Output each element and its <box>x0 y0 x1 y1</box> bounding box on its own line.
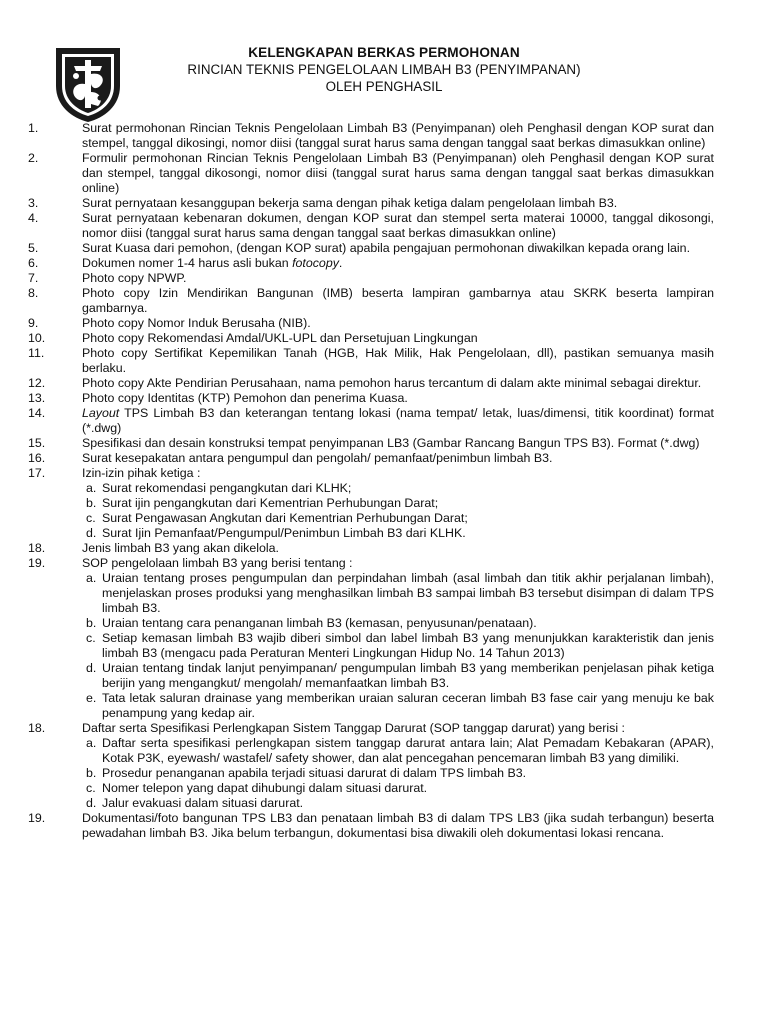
item-text-block <box>82 196 617 210</box>
list-item <box>28 541 714 556</box>
document-subtitle: RINCIAN TEKNIS PENGELOLAAN LIMBAH B3 (PENYIMPANAN) <box>187 62 581 77</box>
item-text-block <box>82 466 200 480</box>
item-text-block <box>82 256 342 270</box>
sub-list-item <box>82 631 714 661</box>
item-number: 18. <box>28 541 46 555</box>
sub-list <box>82 481 714 541</box>
document-title: KELENGKAPAN BERKAS PERMOHONAN <box>248 45 520 60</box>
item-text-block <box>82 541 279 555</box>
sub-item-text: Surat rekomendasi pengangkutan dari KLHK; <box>102 481 352 495</box>
item-text: Photo copy Sertifikat Kepemilikan Tanah (HGB, Hak Milik, Hak Pengelolaan, dll), pastikan semuanya masih berlaku. <box>82 346 714 375</box>
item-text: Formulir permohonan Rincian Teknis Pengelolaan Limbah B3 (Penyimpanan) oleh Penghasil dengan KOP surat dan stempel, tanggal dikosongi, nomor diisi (tanggal surat harus sama dengan tanggal saat berkas dimasukkan online) <box>82 151 714 195</box>
item-text-block <box>82 556 352 570</box>
item-text: Dokumentasi/foto bangunan TPS LB3 dan penataan limbah B3 di dalam TPS LB3 (jika sudah terbangun) beserta pewadahan limbah B3. Jika belum terbangun, dokumentasi bisa diwakili oleh dokumentasi lokasi rencana. <box>82 811 714 840</box>
item-text: Daftar serta Spesifikasi Perlengkapan Sistem Tanggap Darurat (SOP tanggap darurat) yang berisi : <box>82 721 625 735</box>
item-text-block <box>82 151 714 195</box>
list-item <box>28 241 714 256</box>
item-italic-lead: Layout <box>82 406 120 420</box>
list-item <box>28 256 714 271</box>
item-text: Photo copy Nomor Induk Berusaha (NIB). <box>82 316 311 330</box>
sub-list-item <box>82 616 714 631</box>
item-number: 11. <box>28 346 45 360</box>
item-text: Jenis limbah B3 yang akan dikelola. <box>82 541 279 555</box>
sub-item-letter: a. <box>86 571 97 585</box>
sub-item-text: Jalur evakuasi dalam situasi darurat. <box>102 796 304 810</box>
requirements-list <box>28 121 714 841</box>
sub-list-item <box>82 496 714 511</box>
sub-list-item <box>82 781 714 796</box>
sub-list-item <box>82 571 714 616</box>
item-number: 4. <box>28 211 39 225</box>
item-text-after: . <box>338 256 343 270</box>
item-text-block <box>82 121 714 150</box>
item-number: 2. <box>28 151 39 165</box>
item-text: TPS Limbah B3 dan keterangan tentang lokasi (nama tempat/ letak, luas/dimensi, titik koordinat) format (*.dwg) <box>82 406 714 435</box>
item-number: 14. <box>28 406 46 420</box>
item-text: Surat pernyataan kesanggupan bekerja sama dengan pihak ketiga dalam pengelolaan limbah B3. <box>82 196 618 210</box>
item-number: 3. <box>28 196 39 210</box>
item-text-block <box>82 376 701 390</box>
item-text-block <box>82 286 714 315</box>
sub-item-text: Surat ijin pengangkutan dari Kementrian Perhubungan Darat; <box>102 496 439 510</box>
list-item <box>28 451 714 466</box>
item-text-block <box>82 211 714 240</box>
item-italic: fotocopy <box>292 256 339 270</box>
item-text: Photo copy Akte Pendirian Perusahaan, nama pemohon harus tercantum di dalam akte minimal sebagai direktur. <box>82 376 702 390</box>
list-item <box>28 721 714 811</box>
list-item <box>28 466 714 541</box>
list-item <box>28 376 714 391</box>
item-number: 17. <box>28 466 46 480</box>
list-item <box>28 346 714 376</box>
sub-list-item <box>82 481 714 496</box>
sub-item-text: Daftar serta spesifikasi perlengkapan sistem tanggap darurat antara lain; Alat Pemadam Kebakaran (APAR), Kotak P3K, eyewash/ wastafel/ safety shower, dan alat pencegahan pencemaran limbah B3 yang dimiliki. <box>102 736 714 765</box>
list-item <box>28 121 714 151</box>
sub-item-letter: c. <box>86 781 96 795</box>
sub-item-text: Prosedur penanganan apabila terjadi situasi darurat di dalam TPS limbah B3. <box>102 766 527 780</box>
item-number: 6. <box>28 256 39 270</box>
document-subtitle-2: OLEH PENGHASIL <box>325 79 443 94</box>
item-text: Dokumen nomer 1-4 harus asli bukan <box>82 256 293 270</box>
item-number: 8. <box>28 286 39 300</box>
sub-list-item <box>82 736 714 766</box>
sub-list-item <box>82 526 714 541</box>
item-text: Photo copy Identitas (KTP) Pemohon dan penerima Kuasa. <box>82 391 408 405</box>
item-text: Surat kesepakatan antara pengumpul dan pengolah/ pemanfaat/penimbun limbah B3. <box>82 451 553 465</box>
item-text-block <box>82 271 186 285</box>
sub-item-letter: d. <box>86 526 97 540</box>
item-number: 16. <box>28 451 46 465</box>
list-item <box>28 556 714 721</box>
item-text: Surat pernyataan kebenaran dokumen, dengan KOP surat dan stempel serta materai 10000, tanggal dikosongi, nomor diisi (tanggal surat harus sama dengan tanggal saat berkas dimasukkan online) <box>82 211 714 240</box>
sub-item-letter: b. <box>86 766 97 780</box>
list-item <box>28 151 714 196</box>
item-text-block <box>82 811 714 840</box>
item-text-block <box>82 316 311 330</box>
sub-item-text: Uraian tentang tindak lanjut penyimpanan/ pengumpulan limbah B3 yang memberikan penjelasan pihak ketiga berijin yang mengangkut/ mengolah/ memanfaatkan limbah B3. <box>102 661 714 690</box>
item-text: Spesifikasi dan desain konstruksi tempat penyimpanan LB3 (Gambar Rancang Bangun TPS B3). Format (*.dwg) <box>82 436 700 450</box>
sub-list-item <box>82 796 714 811</box>
item-text-block <box>82 721 625 735</box>
city-crest-logo <box>52 44 124 124</box>
sub-item-text: Surat Ijin Pemanfaat/Pengumpul/Penimbun Limbah B3 dari KLHK. <box>102 526 466 540</box>
item-text: Photo copy NPWP. <box>82 271 187 285</box>
list-item <box>28 406 714 436</box>
sub-item-text: Uraian tentang proses pengumpulan dan perpindahan limbah (asal limbah dan titik akhir perjalanan limbah), menjelaskan proses produksi yang menghasilkan limbah B3 sampai limbah B3 tersebut disimpan di dalam TPS limbah B3. <box>102 571 714 615</box>
list-item <box>28 436 714 451</box>
item-text-block <box>82 241 690 255</box>
sub-list <box>82 571 714 721</box>
item-number: 19. <box>28 811 46 825</box>
item-text: Photo copy Izin Mendirikan Bangunan (IMB) beserta lampiran gambarnya atau SKRK beserta lampiran gambarnya. <box>82 286 714 315</box>
sub-item-letter: a. <box>86 736 97 750</box>
item-number: 10. <box>28 331 46 345</box>
item-text: Surat Kuasa dari pemohon, (dengan KOP surat) apabila pengajuan permohonan diwakilkan kepada orang lain. <box>82 241 691 255</box>
item-text: Surat permohonan Rincian Teknis Pengelolaan Limbah B3 (Penyimpanan) oleh Penghasil dengan KOP surat dan stempel, tanggal dikosingi, nomor diisi (tanggal surat harus sama dengan tanggal saat berkas dimasukkan online) <box>82 121 714 150</box>
item-text-block <box>82 346 714 375</box>
item-number: 9. <box>28 316 39 330</box>
item-number: 15. <box>28 436 46 450</box>
item-text-block <box>82 331 478 345</box>
item-text: Photo copy Rekomendasi Amdal/UKL-UPL dan Persetujuan Lingkungan <box>82 331 478 345</box>
item-text: SOP pengelolaan limbah B3 yang berisi tentang : <box>82 556 353 570</box>
item-text-block <box>82 391 408 405</box>
sub-item-text: Uraian tentang cara penanganan limbah B3 (kemasan, penyusunan/penataan). <box>102 616 537 630</box>
sub-item-letter: d. <box>86 661 97 675</box>
sub-item-letter: e. <box>86 691 97 705</box>
sub-item-letter: d. <box>86 796 97 810</box>
item-number: 13. <box>28 391 46 405</box>
sub-item-letter: c. <box>86 511 96 525</box>
sub-list-item <box>82 691 714 721</box>
item-text: Izin-izin pihak ketiga : <box>82 466 201 480</box>
sub-item-text: Nomer telepon yang dapat dihubungi dalam situasi darurat. <box>102 781 428 795</box>
item-text-block <box>82 436 700 450</box>
item-number: 12. <box>28 376 46 390</box>
sub-item-letter: b. <box>86 496 97 510</box>
item-text-block <box>82 406 714 435</box>
sub-item-text: Surat Pengawasan Angkutan dari Kementrian Perhubungan Darat; <box>102 511 468 525</box>
list-item <box>28 286 714 316</box>
list-item <box>28 271 714 286</box>
list-item <box>28 196 714 211</box>
item-number: 7. <box>28 271 39 285</box>
item-number: 1. <box>28 121 39 135</box>
sub-item-text: Setiap kemasan limbah B3 wajib diberi simbol dan label limbah B3 yang menunjukkan karakteristik dan jenis limbah B3 (mengacu pada Peraturan Menteri Lingkungan Hidup No. 14 Tahun 2013) <box>102 631 714 660</box>
sub-list-item <box>82 511 714 526</box>
sub-item-letter: c. <box>86 631 96 645</box>
city-crest-emblem-icon <box>52 44 124 124</box>
list-item <box>28 811 714 841</box>
sub-item-letter: a. <box>86 481 97 495</box>
document-header <box>140 44 628 95</box>
sub-item-text: Tata letak saluran drainase yang memberikan uraian saluran ceceran limbah B3 fase cair yang menuju ke bak penampung yang kedap air. <box>102 691 714 720</box>
sub-item-letter: b. <box>86 616 97 630</box>
sub-list-item <box>82 661 714 691</box>
list-item <box>28 316 714 331</box>
item-number: 19. <box>28 556 46 570</box>
sub-list-item <box>82 766 714 781</box>
item-text-block <box>82 451 553 465</box>
list-item <box>28 211 714 241</box>
item-number: 5. <box>28 241 39 255</box>
list-item <box>28 331 714 346</box>
sub-list <box>82 736 714 811</box>
list-item <box>28 391 714 406</box>
item-number: 18. <box>28 721 46 735</box>
